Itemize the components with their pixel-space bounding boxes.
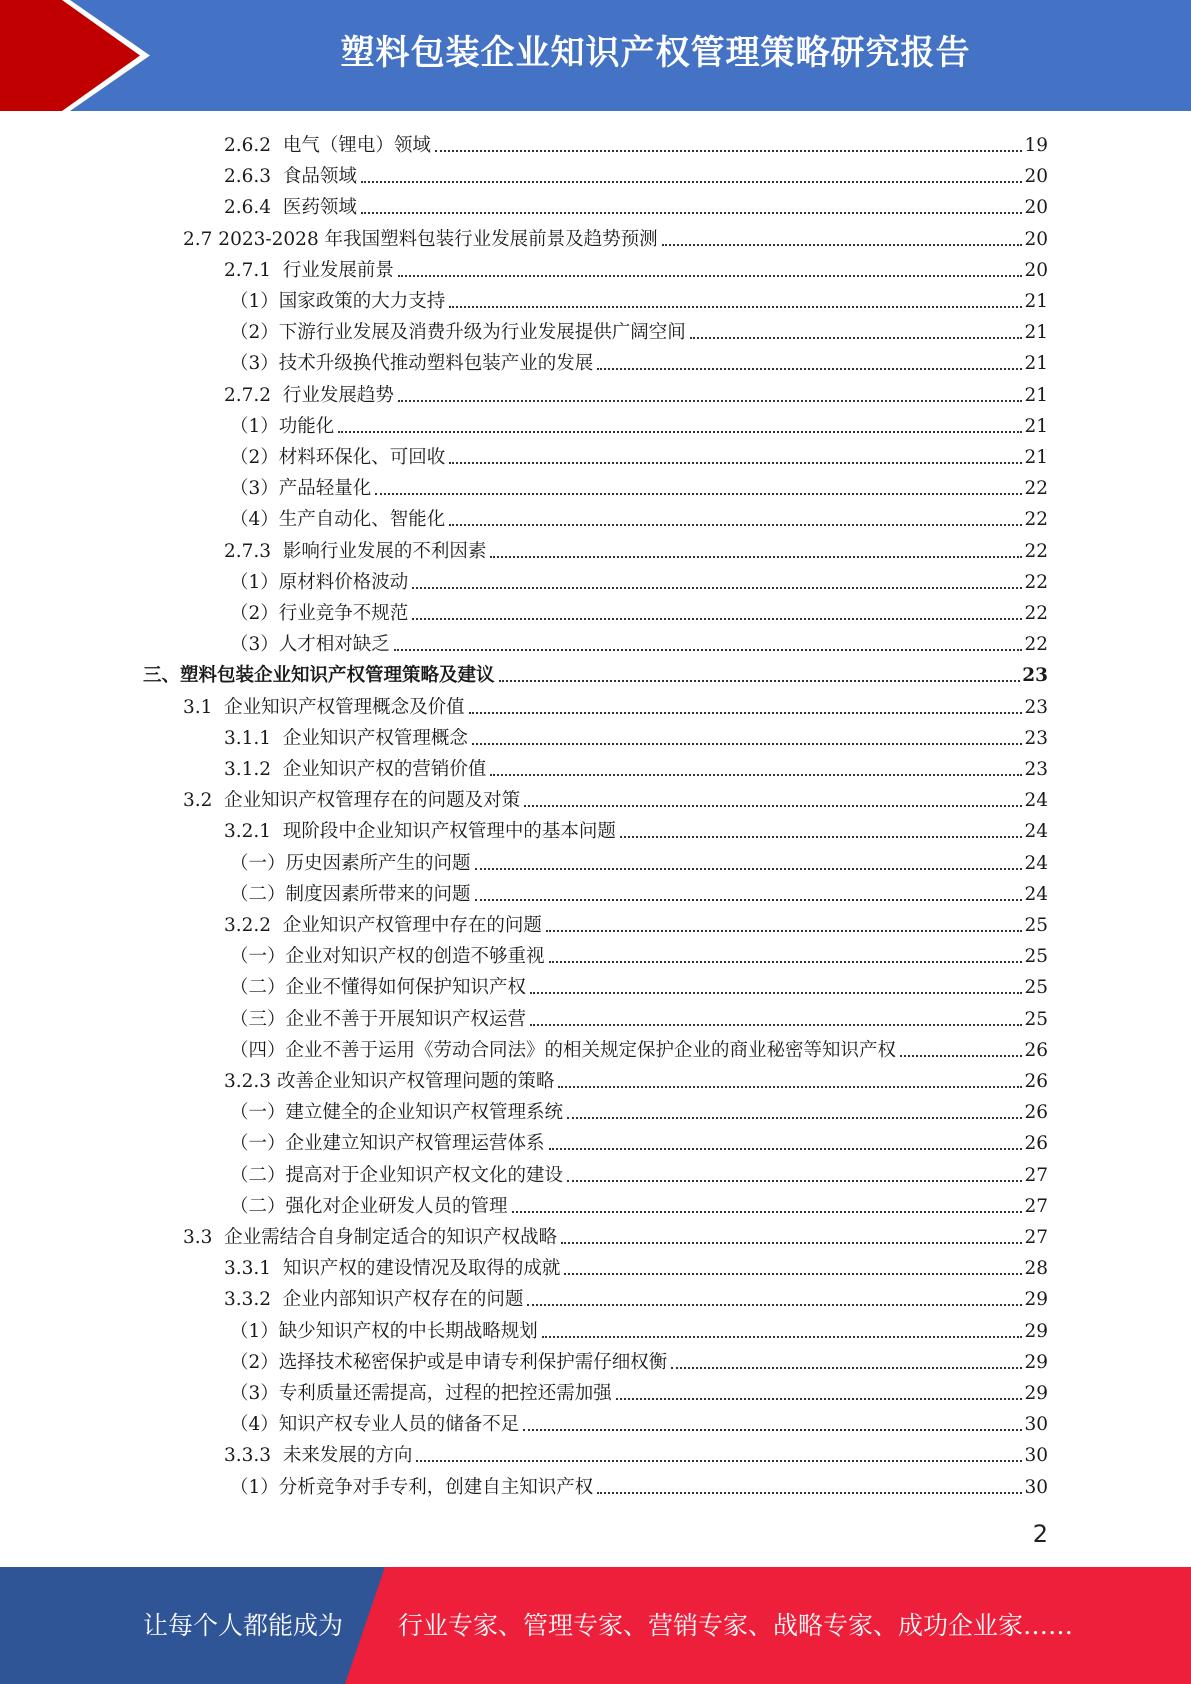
toc-entry-page: 21: [1024, 322, 1048, 344]
toc-leader-dots: [527, 1304, 1022, 1306]
toc-entry-title: 2.7 2023-2028 年我国塑料包装行业发展前景及趋势预测: [183, 228, 658, 250]
toc-leader-dots: [542, 1336, 1023, 1338]
toc-entry-page: 23: [1022, 665, 1048, 687]
toc-entry-title: 3.2.2 企业知识产权管理中存在的问题: [224, 915, 542, 936]
toc-entry[interactable]: [230, 1375, 1048, 1406]
toc-entry-page: 25: [1024, 1008, 1048, 1030]
toc-entry-page: 30: [1024, 1476, 1048, 1498]
toc-entry-page: 26: [1024, 1039, 1048, 1061]
toc-entry-page: 24: [1024, 883, 1048, 905]
toc-entry-title: 3.3.1 知识产权的建设情况及取得的成就: [224, 1258, 561, 1280]
toc-entry-title: （二）企业不懂得如何保护知识产权: [230, 977, 527, 999]
toc-entry[interactable]: [224, 158, 1048, 189]
toc-leader-dots: [375, 493, 1022, 495]
toc-entry-page: 23: [1024, 759, 1048, 780]
toc-leader-dots: [567, 1117, 1022, 1119]
toc-entry-title: （3）人才相对缺乏: [230, 634, 390, 656]
toc-entry[interactable]: [230, 439, 1048, 470]
toc-leader-dots: [398, 400, 1023, 402]
toc-entry-page: 23: [1024, 696, 1048, 718]
toc-entry-title: （2）行业竞争不规范: [230, 603, 409, 624]
toc-entry-page: 27: [1024, 1227, 1048, 1248]
toc-entry-page: 22: [1024, 571, 1048, 593]
toc-leader-dots: [469, 712, 1023, 714]
toc-entry[interactable]: [183, 221, 1048, 252]
toc-leader-dots: [449, 462, 1022, 464]
toc-entry-title: 3.2.1 现阶段中企业知识产权管理中的基本问题: [224, 821, 616, 843]
toc-entry-page: 29: [1024, 1351, 1048, 1373]
toc-entry-title: （1）分析竞争对手专利，创建自主知识产权: [230, 1476, 594, 1498]
toc-entry-page: 28: [1024, 1258, 1048, 1280]
toc-entry[interactable]: [230, 1188, 1048, 1219]
toc-entry-title: （3）技术升级换代推动塑料包装产业的发展: [230, 353, 594, 375]
toc-entry-page: 25: [1024, 915, 1048, 936]
toc-entry-title: （一）历史因素所产生的问题: [230, 852, 471, 874]
toc-entry-page: 29: [1024, 1383, 1048, 1404]
toc-entry[interactable]: [230, 1032, 1048, 1063]
toc-leader-dots: [662, 244, 1023, 246]
toc-entry[interactable]: [230, 1094, 1048, 1125]
footer-slogan-left: 让每个人都能成为: [143, 1611, 344, 1640]
toc-entry[interactable]: [224, 1250, 1048, 1281]
toc-leader-dots: [490, 556, 1022, 558]
toc-entry-page: 22: [1024, 540, 1048, 562]
toc-entry-title: （2）材料环保化、可回收: [230, 447, 446, 468]
toc-entry-title: 三、塑料包装企业知识产权管理策略及建议: [143, 665, 495, 687]
toc-leader-dots: [394, 649, 1023, 651]
toc-entry-page: 30: [1024, 1445, 1048, 1467]
toc-entry-title: 2.6.4 医药领域: [224, 197, 357, 219]
report-title: 塑料包装企业知识产权管理策略研究报告: [340, 33, 971, 73]
toc-entry-page: 26: [1024, 1071, 1048, 1092]
toc-leader-dots: [616, 1398, 1023, 1400]
toc-entry-title: 2.6.3 食品领域: [224, 166, 357, 188]
toc-leader-dots: [416, 1460, 1022, 1462]
toc-entry[interactable]: [230, 626, 1048, 657]
toc-leader-dots: [398, 275, 1023, 277]
toc-entry-title: （2）下游行业发展及消费升级为行业发展提供广阔空间: [230, 322, 686, 344]
toc-entry-page: 20: [1024, 166, 1048, 188]
toc-entry-page: 22: [1024, 634, 1048, 656]
toc-entry-page: 29: [1024, 1320, 1048, 1342]
toc-entry-page: 25: [1024, 977, 1048, 999]
toc-entry-title: （三）企业不善于开展知识产权运营: [230, 1008, 527, 1030]
toc-entry-title: （二）制度因素所带来的问题: [230, 883, 471, 905]
toc-entry[interactable]: [230, 1125, 1048, 1156]
page-header: [0, 0, 1191, 111]
toc-leader-dots: [561, 1242, 1022, 1244]
toc-entry-page: 21: [1024, 353, 1048, 375]
toc-leader-dots: [338, 431, 1022, 433]
header-arrow-icon: [0, 0, 150, 111]
page-footer: [0, 1567, 1191, 1684]
footer-slogan-right: 行业专家、管理专家、营销专家、战略专家、成功企业家……: [398, 1611, 1074, 1640]
toc-entry[interactable]: [224, 533, 1048, 564]
toc-entry[interactable]: [230, 969, 1048, 1000]
toc-entry-title: （2）选择技术秘密保护或是申请专利保护需仔细权衡: [230, 1351, 668, 1373]
toc-entry-page: 23: [1024, 727, 1048, 749]
toc-entry-title: 3.3 企业需结合自身制定适合的知识产权战略: [183, 1227, 558, 1248]
toc-entry[interactable]: [230, 564, 1048, 595]
toc-entry-page: 21: [1024, 384, 1048, 406]
toc-entry-page: 20: [1024, 228, 1048, 250]
toc-entry[interactable]: [224, 1281, 1048, 1312]
toc-entry[interactable]: [230, 345, 1048, 376]
toc-entry-page: 25: [1024, 946, 1048, 968]
toc-entry[interactable]: [230, 408, 1048, 439]
toc-entry[interactable]: [224, 1063, 1048, 1094]
toc-leader-dots: [449, 524, 1022, 526]
toc-entry[interactable]: [183, 689, 1048, 720]
toc-entry-page: 24: [1024, 790, 1048, 812]
toc-entry[interactable]: [224, 813, 1048, 844]
toc-leader-dots: [597, 368, 1022, 370]
toc-entry-title: （3）产品轻量化: [230, 478, 372, 500]
toc-entry-page: 21: [1024, 291, 1048, 312]
toc-entry[interactable]: [230, 938, 1048, 969]
toc-leader-dots: [690, 337, 1023, 339]
toc-leader-dots: [564, 1273, 1022, 1275]
toc-entry[interactable]: [230, 1001, 1048, 1032]
toc-leader-dots: [435, 150, 1023, 152]
toc-leader-dots: [412, 618, 1022, 620]
toc-leader-dots: [472, 743, 1023, 745]
toc-entry-title: 3.2 企业知识产权管理存在的问题及对策: [183, 790, 521, 812]
toc-entry-title: 3.3.3 未来发展的方向: [224, 1445, 413, 1467]
toc-entry[interactable]: [230, 595, 1048, 626]
toc-entry[interactable]: [230, 1313, 1048, 1344]
toc-leader-dots: [524, 805, 1022, 807]
toc-leader-dots: [567, 1180, 1022, 1182]
toc-leader-dots: [549, 961, 1023, 963]
toc-entry[interactable]: [183, 1219, 1048, 1250]
toc-leader-dots: [490, 774, 1022, 776]
toc-entry-title: 3.1.2 企业知识产权的营销价值: [224, 759, 487, 780]
toc-leader-dots: [361, 181, 1023, 183]
toc-entry-page: 20: [1024, 197, 1048, 219]
toc-entry-title: 3.1 企业知识产权管理概念及价值: [183, 696, 465, 718]
toc-entry-page: 22: [1024, 478, 1048, 500]
toc-leader-dots: [449, 306, 1022, 308]
toc-entry-title: 2.6.2 电气（锂电）领域: [224, 135, 431, 156]
toc-entry[interactable]: [224, 907, 1048, 938]
toc-entry[interactable]: [224, 1437, 1048, 1468]
toc-entry[interactable]: [230, 1406, 1048, 1437]
toc-entry[interactable]: [143, 657, 1048, 688]
toc-entry[interactable]: [230, 283, 1048, 314]
toc-entry-page: 19: [1024, 135, 1048, 156]
toc-entry[interactable]: [224, 377, 1048, 408]
toc-entry-title: 3.3.2 企业内部知识产权存在的问题: [224, 1289, 524, 1311]
toc-entry-title: （一）企业建立知识产权管理运营体系: [230, 1133, 545, 1155]
toc-entry[interactable]: [230, 876, 1048, 907]
toc-entry-title: （4）知识产权专业人员的储备不足: [230, 1414, 520, 1436]
toc-leader-dots: [512, 1211, 1023, 1213]
toc-leader-dots: [558, 1086, 1022, 1088]
toc-entry-page: 24: [1024, 821, 1048, 843]
toc-entry[interactable]: [230, 314, 1048, 345]
toc-entry-title: 2.7.3 影响行业发展的不利因素: [224, 540, 487, 562]
toc-entry[interactable]: [230, 470, 1048, 501]
toc-entry-page: 24: [1024, 852, 1048, 874]
toc-entry[interactable]: [224, 720, 1048, 751]
toc-leader-dots: [523, 1429, 1022, 1431]
toc-entry-title: 3.2.3 改善企业知识产权管理问题的策略: [224, 1071, 555, 1092]
toc-entry-page: 27: [1024, 1195, 1048, 1217]
toc-leader-dots: [597, 1492, 1022, 1494]
toc-entry[interactable]: [224, 127, 1048, 158]
toc-leader-dots: [530, 1024, 1022, 1026]
toc-leader-dots: [499, 680, 1021, 682]
toc-entry-title: （1）国家政策的大力支持: [230, 291, 446, 312]
toc-entry-title: （1）功能化: [230, 415, 335, 437]
toc-entry[interactable]: [230, 1344, 1048, 1375]
toc-entry[interactable]: [224, 252, 1048, 283]
toc-entry-page: 30: [1024, 1414, 1048, 1436]
toc-leader-dots: [549, 1148, 1023, 1150]
toc-entry-title: （二）强化对企业研发人员的管理: [230, 1195, 508, 1217]
toc-leader-dots: [530, 992, 1022, 994]
toc-entry-page: 26: [1024, 1133, 1048, 1155]
toc-entry-title: （3）专利质量还需提高，过程的把控还需加强: [230, 1383, 612, 1404]
toc-entry[interactable]: [224, 189, 1048, 220]
toc-entry-title: 2.7.1 行业发展前景: [224, 259, 394, 281]
toc-entry-page: 27: [1024, 1164, 1048, 1186]
toc-leader-dots: [620, 836, 1023, 838]
toc-entry-title: 3.1.1 企业知识产权管理概念: [224, 727, 468, 749]
toc-entry-page: 20: [1024, 259, 1048, 281]
toc-entry-page: 21: [1024, 447, 1048, 468]
toc-entry-title: 2.7.2 行业发展趋势: [224, 384, 394, 406]
toc-entry-page: 21: [1024, 415, 1048, 437]
toc-entry-title: （1）缺少知识产权的中长期战略规划: [230, 1320, 538, 1342]
toc-entry-page: 26: [1024, 1102, 1048, 1124]
toc-entry[interactable]: [230, 845, 1048, 876]
toc-entry[interactable]: [183, 782, 1048, 813]
toc-leader-dots: [671, 1367, 1022, 1369]
toc-entry[interactable]: [230, 501, 1048, 532]
toc-leader-dots: [900, 1055, 1022, 1057]
toc-entry-page: 29: [1024, 1289, 1048, 1311]
toc-leader-dots: [361, 212, 1023, 214]
toc-entry-title: （一）建立健全的企业知识产权管理系统: [230, 1102, 564, 1124]
toc-leader-dots: [475, 899, 1023, 901]
toc-entry[interactable]: [230, 1157, 1048, 1188]
toc-leader-dots: [412, 587, 1022, 589]
toc-entry[interactable]: [230, 1469, 1048, 1500]
toc-entry-page: 22: [1024, 509, 1048, 531]
toc-leader-dots: [546, 930, 1023, 932]
toc-entry-title: （四）企业不善于运用《劳动合同法》的相关规定保护企业的商业秘密等知识产权: [230, 1039, 897, 1061]
page-number: 2: [1032, 1520, 1048, 1548]
toc-leader-dots: [475, 868, 1023, 870]
toc-entry-title: （1）原材料价格波动: [230, 571, 409, 593]
toc-entry[interactable]: [224, 751, 1048, 782]
toc-entry-title: （二）提高对于企业知识产权文化的建设: [230, 1164, 564, 1186]
toc-entry-page: 22: [1024, 603, 1048, 624]
toc-entry-title: （4）生产自动化、智能化: [230, 509, 446, 531]
toc-entry-title: （一）企业对知识产权的创造不够重视: [230, 946, 545, 968]
